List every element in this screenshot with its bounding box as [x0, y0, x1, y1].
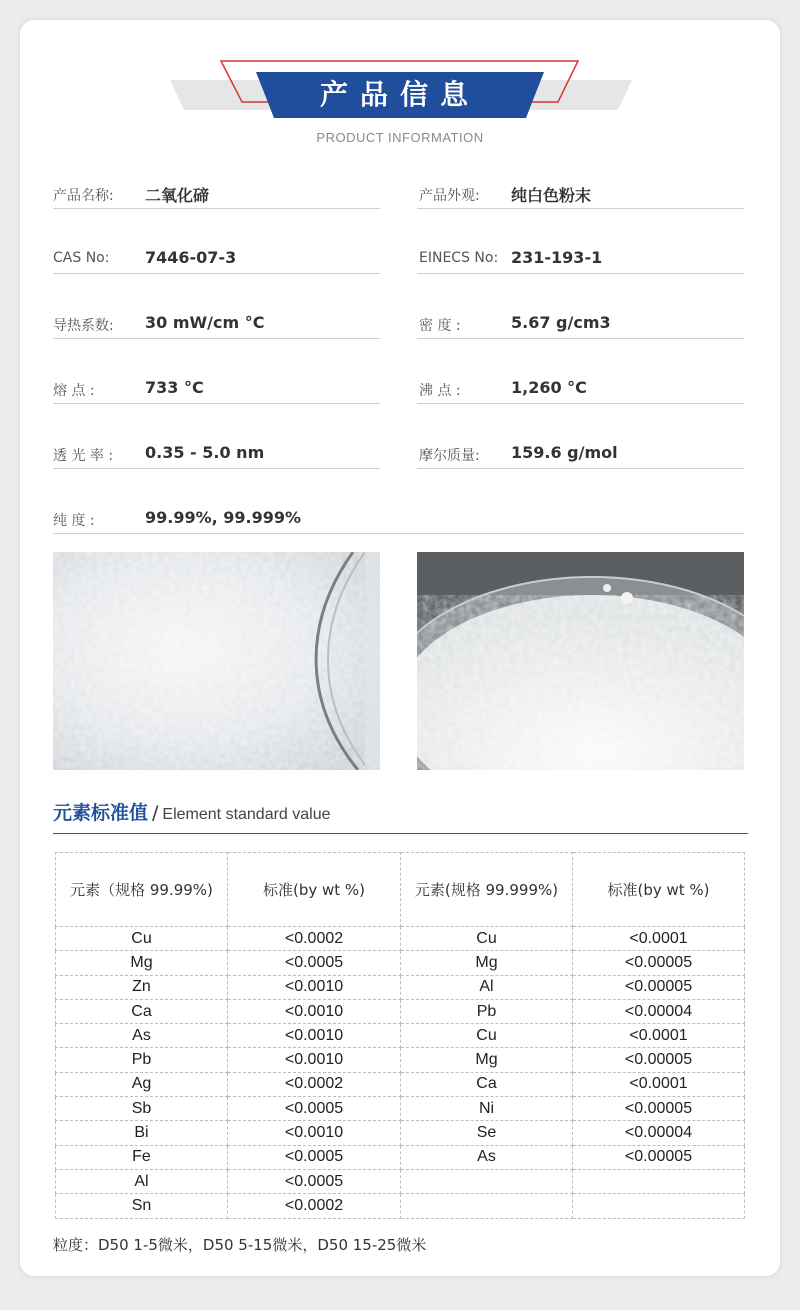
table-cell: Mg: [56, 951, 228, 975]
table-cell: <0.00004: [573, 999, 745, 1023]
table-cell: <0.0005: [228, 1145, 401, 1169]
element-standard-table: [55, 852, 745, 1219]
table-cell: <0.00005: [573, 951, 745, 975]
table-cell: Cu: [401, 1024, 573, 1048]
info-label: EINECS No:: [419, 250, 499, 266]
info-label: 产品外观:: [419, 188, 480, 204]
table-cell: Ni: [401, 1097, 573, 1121]
table-cell: Mg: [401, 1048, 573, 1072]
header-standard-2: 标准(by wt %): [573, 853, 745, 927]
info-row-divider: [53, 403, 380, 404]
header-element-9999: 元素（规格 99.99%): [56, 853, 228, 927]
table-cell: <0.0005: [228, 1097, 401, 1121]
info-row-divider: [53, 338, 380, 339]
info-row-divider: [417, 208, 744, 209]
table-cell: Pb: [401, 999, 573, 1023]
particle-size-note: 粒度：D50 1-5微米，D50 5-15微米，D50 15-25微米: [53, 1236, 427, 1254]
info-value: 733 °C: [145, 378, 204, 397]
info-value: 1,260 °C: [511, 378, 587, 397]
table-cell: <0.0005: [228, 951, 401, 975]
table-cell: <0.0001: [573, 1024, 745, 1048]
info-value: 二氧化碲: [145, 186, 210, 205]
table-cell: Sn: [56, 1194, 228, 1218]
info-label: 纯 度 :: [53, 513, 95, 529]
table-cell: Sb: [56, 1097, 228, 1121]
table-row: [56, 1121, 745, 1145]
table-cell: <0.0010: [228, 975, 401, 999]
table-cell: [401, 1169, 573, 1193]
element-standard-heading: [53, 798, 331, 826]
table-cell: <0.0010: [228, 1121, 401, 1145]
table-cell: <0.0010: [228, 1024, 401, 1048]
info-label: 沸 点 :: [419, 383, 461, 399]
section-title-separator: /: [152, 802, 159, 824]
header-element-99999: 元素(规格 99.999%): [401, 853, 573, 927]
table-cell: Ca: [56, 999, 228, 1023]
product-photo-closeup: [53, 552, 380, 770]
table-row: [56, 1169, 745, 1193]
table-row: [56, 1024, 745, 1048]
info-value: 159.6 g/mol: [511, 443, 618, 462]
table-row: [56, 1194, 745, 1218]
table-cell: <0.0010: [228, 999, 401, 1023]
table-cell: Ca: [401, 1072, 573, 1096]
info-row-divider: [53, 208, 380, 209]
table-cell: Se: [401, 1121, 573, 1145]
table-cell: [573, 1169, 745, 1193]
info-value: 30 mW/cm °C: [145, 313, 265, 332]
info-value: 纯白色粉末: [511, 186, 592, 205]
table-row: [56, 1048, 745, 1072]
table-cell: Pb: [56, 1048, 228, 1072]
info-label: 密 度 :: [419, 318, 461, 334]
table-cell: Bi: [56, 1121, 228, 1145]
table-row: [56, 975, 745, 999]
table-cell: <0.00004: [573, 1121, 745, 1145]
info-label: 产品名称:: [53, 188, 114, 204]
info-label: CAS No:: [53, 250, 110, 266]
table-row: [56, 927, 745, 951]
table-row: [56, 1097, 745, 1121]
info-label: 透 光 率 :: [53, 448, 114, 464]
table-header-row: [56, 853, 745, 927]
table-cell: <0.0001: [573, 1072, 745, 1096]
table-cell: <0.0010: [228, 1048, 401, 1072]
header-standard-1: 标准(by wt %): [228, 853, 401, 927]
info-row-divider: [53, 468, 380, 469]
product-photo-dish: [417, 552, 744, 770]
table-cell: <0.0002: [228, 1072, 401, 1096]
table-cell: Al: [401, 975, 573, 999]
section-title-en: Element standard value: [162, 806, 331, 823]
info-row-divider: [417, 338, 744, 339]
table-cell: Cu: [56, 927, 228, 951]
table-cell: <0.0002: [228, 1194, 401, 1218]
table-cell: Al: [56, 1169, 228, 1193]
table-row: [56, 999, 745, 1023]
table-row: [56, 1072, 745, 1096]
table-cell: <0.0001: [573, 927, 745, 951]
table-cell: [573, 1194, 745, 1218]
table-cell: Fe: [56, 1145, 228, 1169]
table-cell: <0.0002: [228, 927, 401, 951]
info-value: 99.99%, 99.999%: [145, 508, 302, 527]
table-cell: Cu: [401, 927, 573, 951]
info-value: 231-193-1: [511, 248, 603, 267]
info-row-divider: [53, 273, 380, 274]
table-cell: As: [56, 1024, 228, 1048]
table-cell: Ag: [56, 1072, 228, 1096]
info-row-divider: [53, 533, 744, 534]
table-cell: As: [401, 1145, 573, 1169]
info-value: 0.35 - 5.0 nm: [145, 443, 265, 462]
info-label: 熔 点 :: [53, 383, 95, 399]
info-label: 摩尔质量:: [419, 448, 480, 464]
table-cell: <0.00005: [573, 1145, 745, 1169]
info-row-divider: [417, 403, 744, 404]
table-row: [56, 951, 745, 975]
table-cell: Zn: [56, 975, 228, 999]
header-banner: [0, 0, 800, 160]
info-row-divider: [417, 468, 744, 469]
info-row-divider: [417, 273, 744, 274]
section-divider: [53, 833, 748, 834]
info-value: 5.67 g/cm3: [511, 313, 611, 332]
info-label: 导热系数:: [53, 318, 114, 334]
section-title-cn: 元素标准值: [53, 802, 149, 824]
table-cell: <0.00005: [573, 975, 745, 999]
table-cell: Mg: [401, 951, 573, 975]
table-cell: <0.00005: [573, 1097, 745, 1121]
info-value: 7446-07-3: [145, 248, 237, 267]
table-cell: <0.00005: [573, 1048, 745, 1072]
table-cell: [401, 1194, 573, 1218]
table-cell: <0.0005: [228, 1169, 401, 1193]
page-title: 产品信息: [319, 78, 480, 111]
table-row: [56, 1145, 745, 1169]
page-subtitle: PRODUCT INFORMATION: [316, 130, 484, 145]
